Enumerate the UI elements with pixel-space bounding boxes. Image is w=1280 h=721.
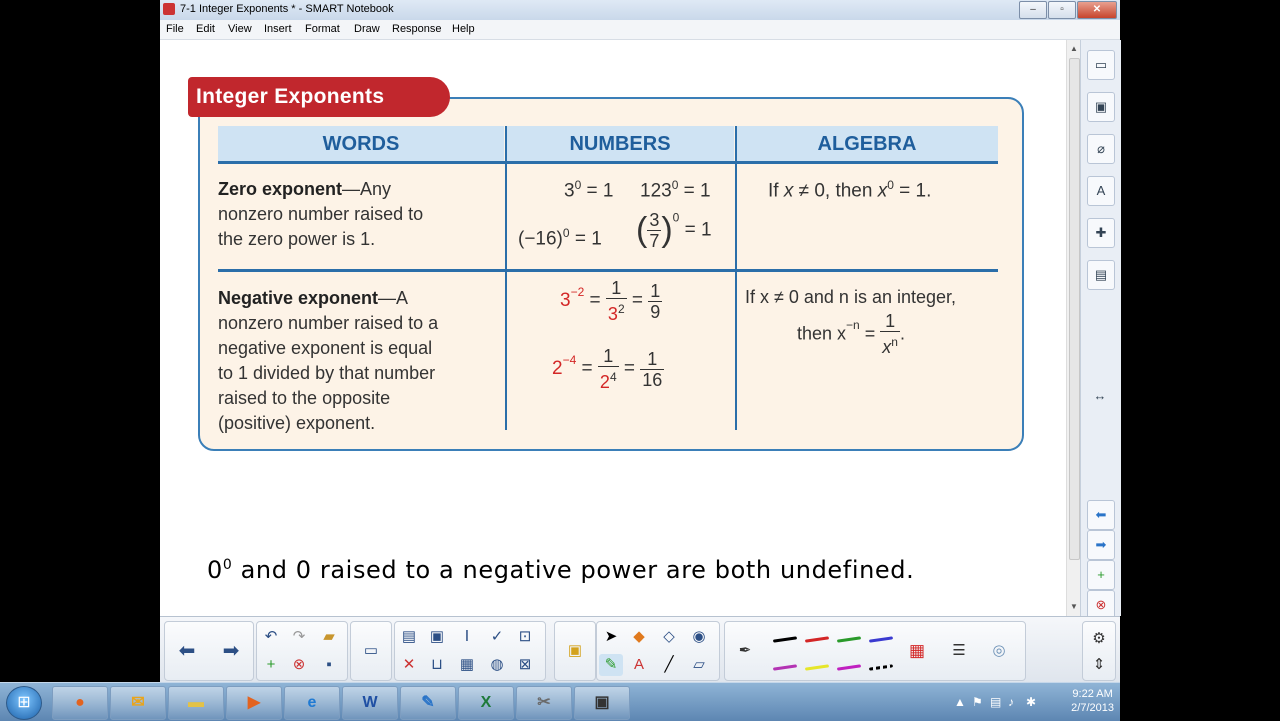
firefox-taskbar-icon[interactable]: ● (52, 686, 108, 720)
notes-icon[interactable]: ▤ (1087, 260, 1115, 290)
transparency-icon[interactable]: ◎ (992, 642, 1006, 659)
scroll-thumb[interactable] (1069, 58, 1080, 560)
close-button[interactable]: ✕ (1077, 1, 1117, 19)
smart-notebook-taskbar-icon[interactable]: ✎ (400, 686, 456, 720)
negative-example-1: $3^{-2}$ = $\frac{1}{3^2}$ = $\frac{1}{9}$ (560, 278, 661, 324)
explorer-taskbar-icon[interactable]: ▬ (168, 686, 224, 720)
settings-gear-icon[interactable]: ⚙ (1092, 630, 1106, 647)
menu-help[interactable]: Help (452, 23, 475, 35)
text-cursor-icon[interactable]: Ⅰ (464, 628, 470, 645)
header-divider (218, 161, 998, 164)
pen-type-icon[interactable]: ✒ (738, 642, 752, 659)
eraser-icon[interactable]: ◇ (663, 628, 675, 645)
zero-algebra-rule: If x ≠ 0, then $x^0 = 1$. (768, 178, 932, 202)
menu-draw[interactable]: Draw (354, 23, 380, 35)
snipping-tool-taskbar-icon[interactable]: ✂ (516, 686, 572, 720)
screen-group (350, 621, 392, 681)
next-page-button-icon[interactable]: ➡ (222, 640, 240, 662)
pen-blue-swatch[interactable] (869, 636, 893, 642)
system-clock[interactable]: 9:22 AM 2/7/2013 (1071, 688, 1114, 714)
scroll-down-arrow-icon[interactable]: ▼ (1070, 602, 1078, 611)
menu-bar (160, 20, 1120, 40)
line-style-icon[interactable]: ☰ (952, 642, 966, 659)
pen-purple-swatch[interactable] (837, 664, 861, 670)
previous-page-button-icon[interactable]: ⬅ (178, 640, 196, 662)
pen-red-swatch[interactable] (805, 636, 829, 642)
page-navigation-group (164, 621, 254, 681)
activity-builder-icon[interactable]: ▣ (567, 642, 583, 659)
network-icon[interactable]: ▤ (990, 695, 1002, 709)
delete-icon[interactable]: ✕ (402, 656, 416, 673)
color-palette-icon[interactable]: ▦ (908, 641, 926, 660)
word-taskbar-icon[interactable]: W (342, 686, 398, 720)
negative-exponent-description: Negative exponent—A nonzero number raised to a negative exponent is equal to 1 divided by that number raised to the opposite (positive) exponent. (218, 288, 439, 433)
header-words: WORDS (218, 126, 504, 162)
zero-example-2: $123^0 = 1$ (640, 178, 711, 202)
gallery-icon[interactable]: ▣ (1087, 92, 1115, 122)
properties-icon[interactable]: A (1087, 176, 1115, 206)
pen-magenta-swatch[interactable] (773, 664, 797, 670)
projector-taskbar-icon[interactable]: ▣ (574, 686, 630, 720)
open-folder-icon[interactable]: ▰ (323, 628, 335, 645)
pen-green-swatch[interactable] (837, 636, 861, 642)
response-icon[interactable]: ◍ (490, 656, 504, 673)
resize-handle-icon[interactable]: ↔ (1093, 388, 1107, 403)
move-toolbar-icon[interactable]: ⇕ (1092, 656, 1106, 673)
volume-icon[interactable]: ♪ (1008, 695, 1014, 709)
negative-example-2: $2^{-4}$ = $\frac{1}{2^4}$ = $\frac{1}{16}$ (552, 346, 663, 392)
minimize-button[interactable]: – (1019, 1, 1047, 19)
close-small-icon[interactable]: ⊠ (518, 656, 532, 673)
notebook-app-icon (163, 3, 175, 15)
pens-icon[interactable]: ✎ (599, 654, 623, 676)
notebook-toolbar (160, 616, 1120, 683)
toolbar-settings-group (1082, 621, 1116, 681)
pen-properties-group (724, 621, 1026, 681)
table-icon[interactable]: ▦ (459, 656, 475, 673)
undo-icon[interactable]: ↶ (264, 628, 278, 645)
zero-example-1: $3^0 = 1$ (564, 178, 614, 202)
show-hidden-icons-icon[interactable]: ▲ (954, 695, 966, 709)
attachments-icon[interactable]: ⌀ (1087, 134, 1115, 164)
activity-group (554, 621, 596, 681)
device-icon[interactable]: ✱ (1026, 695, 1037, 709)
start-button[interactable]: ⊞ (6, 686, 42, 720)
action-center-flag-icon[interactable]: ⚑ (972, 695, 983, 709)
outlook-taskbar-icon[interactable]: ✉ (110, 686, 166, 720)
screen-shade-icon[interactable]: ▭ (363, 642, 379, 659)
insert-group (394, 621, 546, 681)
menu-insert[interactable]: Insert (264, 23, 292, 35)
zero-example-3: $(-16)^0 = 1$ (518, 226, 602, 250)
window-title: 7-1 Integer Exponents * - SMART Notebook (180, 3, 394, 15)
next-page-icon[interactable]: ➡ (1087, 530, 1115, 560)
system-tray (920, 683, 1120, 721)
previous-page-icon[interactable]: ⬅ (1087, 500, 1115, 530)
document-camera-icon[interactable]: ⊡ (518, 628, 532, 645)
negative-algebra-rule-line1: If x ≠ 0 and n is an integer, (745, 287, 957, 307)
capture-icon[interactable]: ▣ (429, 628, 445, 645)
windows-taskbar (0, 682, 1120, 721)
maximize-button[interactable]: ▫ (1048, 1, 1076, 19)
zero-exponent-term: Zero exponent (218, 179, 343, 199)
addons-icon[interactable]: ✚ (1087, 218, 1115, 248)
pen-black-swatch[interactable] (773, 636, 797, 642)
undo-group (256, 621, 348, 681)
shapes-icon[interactable]: ◆ (633, 628, 645, 645)
zero-exponent-description: Zero exponent—Any nonzero number raised to the zero power is 1. (218, 179, 424, 249)
eraser-tool-icon[interactable]: ▱ (693, 656, 705, 673)
undefined-note: $0^0$ and 0 raised to a negative power are both undefined. (207, 556, 915, 584)
row-divider (218, 269, 998, 272)
internet-explorer-taskbar-icon[interactable]: e (284, 686, 340, 720)
delete-page-icon[interactable]: ⊗ (1087, 590, 1115, 620)
header-algebra: ALGEBRA (736, 126, 998, 162)
menu-format[interactable]: Format (305, 23, 340, 35)
panel-title: Integer Exponents (188, 77, 450, 117)
vertical-scrollbar[interactable] (1066, 40, 1081, 616)
media-player-taskbar-icon[interactable]: ▶ (226, 686, 282, 720)
negative-exponent-term: Negative exponent (218, 288, 379, 308)
header-numbers: NUMBERS (506, 126, 734, 162)
full-screen-icon[interactable]: ⊔ (431, 656, 443, 673)
side-tabs-panel (1080, 40, 1121, 616)
menu-response[interactable]: Response (392, 23, 442, 35)
window-controls (1018, 1, 1117, 19)
tools-group (596, 621, 720, 681)
zero-example-4: ( $\frac{3}{7}$ )$^0$ = 1 (636, 210, 712, 251)
menu-edit[interactable]: Edit (196, 23, 215, 35)
notebook-page-canvas[interactable] (160, 40, 1066, 616)
menu-file[interactable]: File (166, 23, 184, 35)
text-tool-icon[interactable]: A (633, 656, 644, 673)
scroll-up-arrow-icon[interactable]: ▲ (1070, 44, 1078, 53)
fill-icon[interactable]: ◉ (692, 628, 706, 645)
negative-algebra-rule-line2: then $x^{-n}$ = $\frac{1}{x^n}$ . (797, 311, 905, 357)
redo-icon[interactable]: ↷ (292, 628, 306, 645)
page-sorter-icon[interactable]: ▭ (1087, 50, 1115, 80)
pen-yellow-swatch[interactable] (805, 664, 829, 670)
select-arrow-icon[interactable]: ➤ (604, 628, 618, 645)
add-page-icon[interactable]: + (1087, 560, 1115, 590)
delete-page-small-icon[interactable]: ⊗ (292, 656, 306, 673)
add-page-small-icon[interactable]: + (266, 656, 276, 673)
save-icon[interactable]: ▪ (326, 656, 332, 673)
menu-view[interactable]: View (228, 23, 252, 35)
paste-icon[interactable]: ▤ (401, 628, 417, 645)
pen-dashed-swatch[interactable] (869, 664, 893, 670)
title-bar (160, 0, 1120, 21)
line-tool-icon[interactable]: ╱ (664, 656, 674, 673)
smart-notebook-window (160, 0, 1120, 720)
column-divider-2 (735, 126, 737, 430)
excel-taskbar-icon[interactable]: X (458, 686, 514, 720)
spell-check-icon[interactable]: ✓ (490, 628, 504, 645)
column-divider-1 (505, 126, 507, 430)
